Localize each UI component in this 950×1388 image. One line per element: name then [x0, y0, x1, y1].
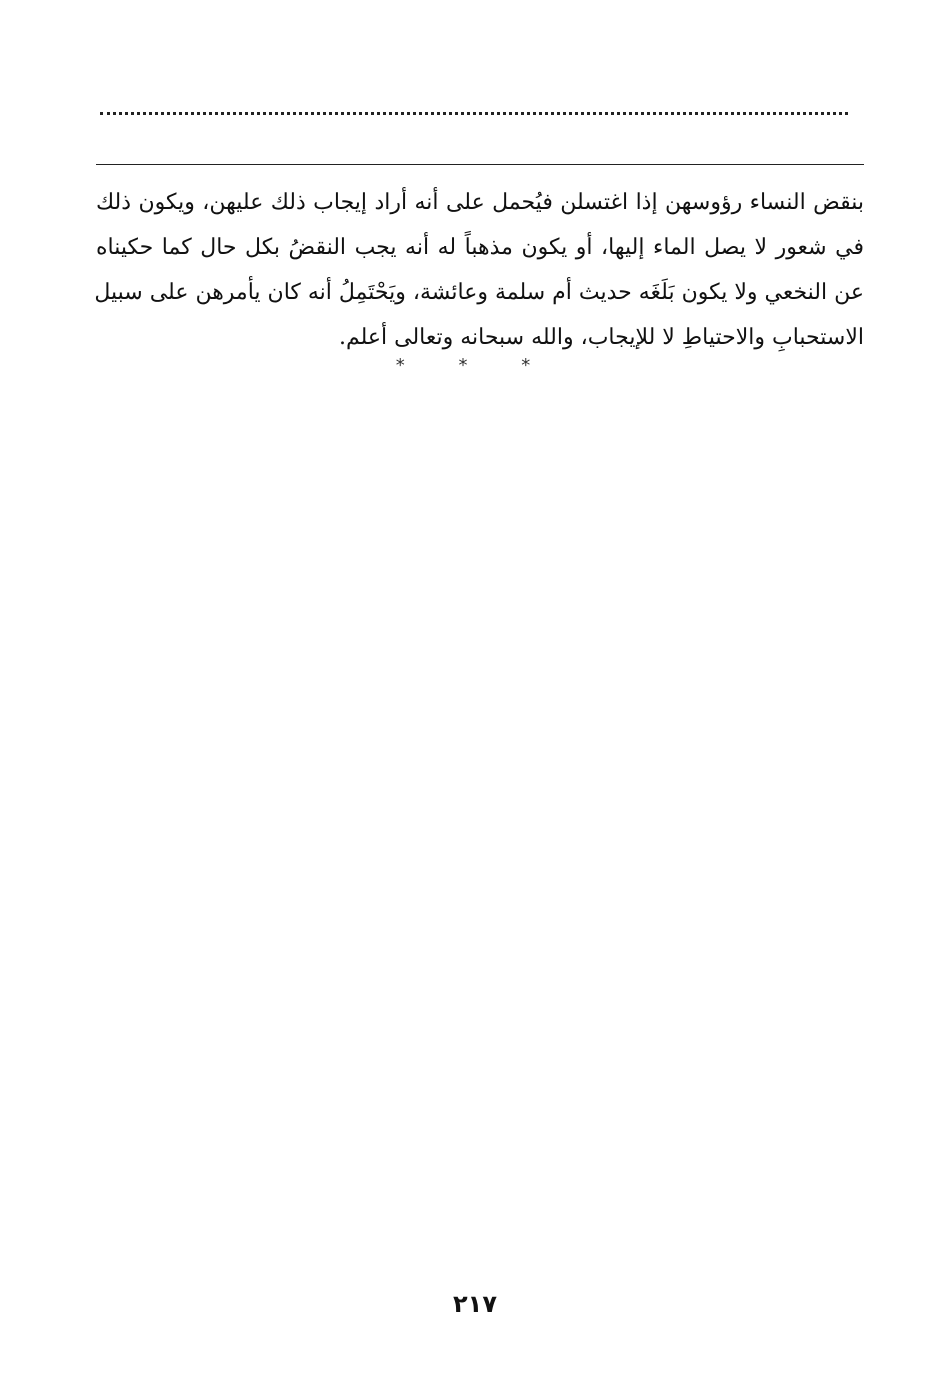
body-paragraph — [96, 180, 864, 360]
footnote-divider — [96, 164, 864, 165]
text-line: بنقض النساء رؤوسهن إذا اغتسلن فيُحمل على أنه أراد إيجاب ذلك عليهن، ويكون ذلك — [96, 190, 864, 215]
text-line: في شعور لا يصل الماء إليها، أو يكون مذهباً له أنه يجب النقضُ بكل حال كما حكيناه — [96, 235, 864, 260]
dotted-rule — [100, 112, 848, 115]
text-line: الاستحبابِ والاحتياطِ لا للإيجاب، والله سبحانه وتعالى أعلم. — [338, 325, 864, 350]
section-separator: * * * — [395, 355, 555, 376]
page-number: ٢١٧ — [453, 1290, 497, 1318]
text-line: عن النخعي ولا يكون بَلَغَه حديث أم سلمة وعائشة، ويَحْتَمِلُ أنه كان يأمرهن على سبيل — [94, 280, 864, 305]
